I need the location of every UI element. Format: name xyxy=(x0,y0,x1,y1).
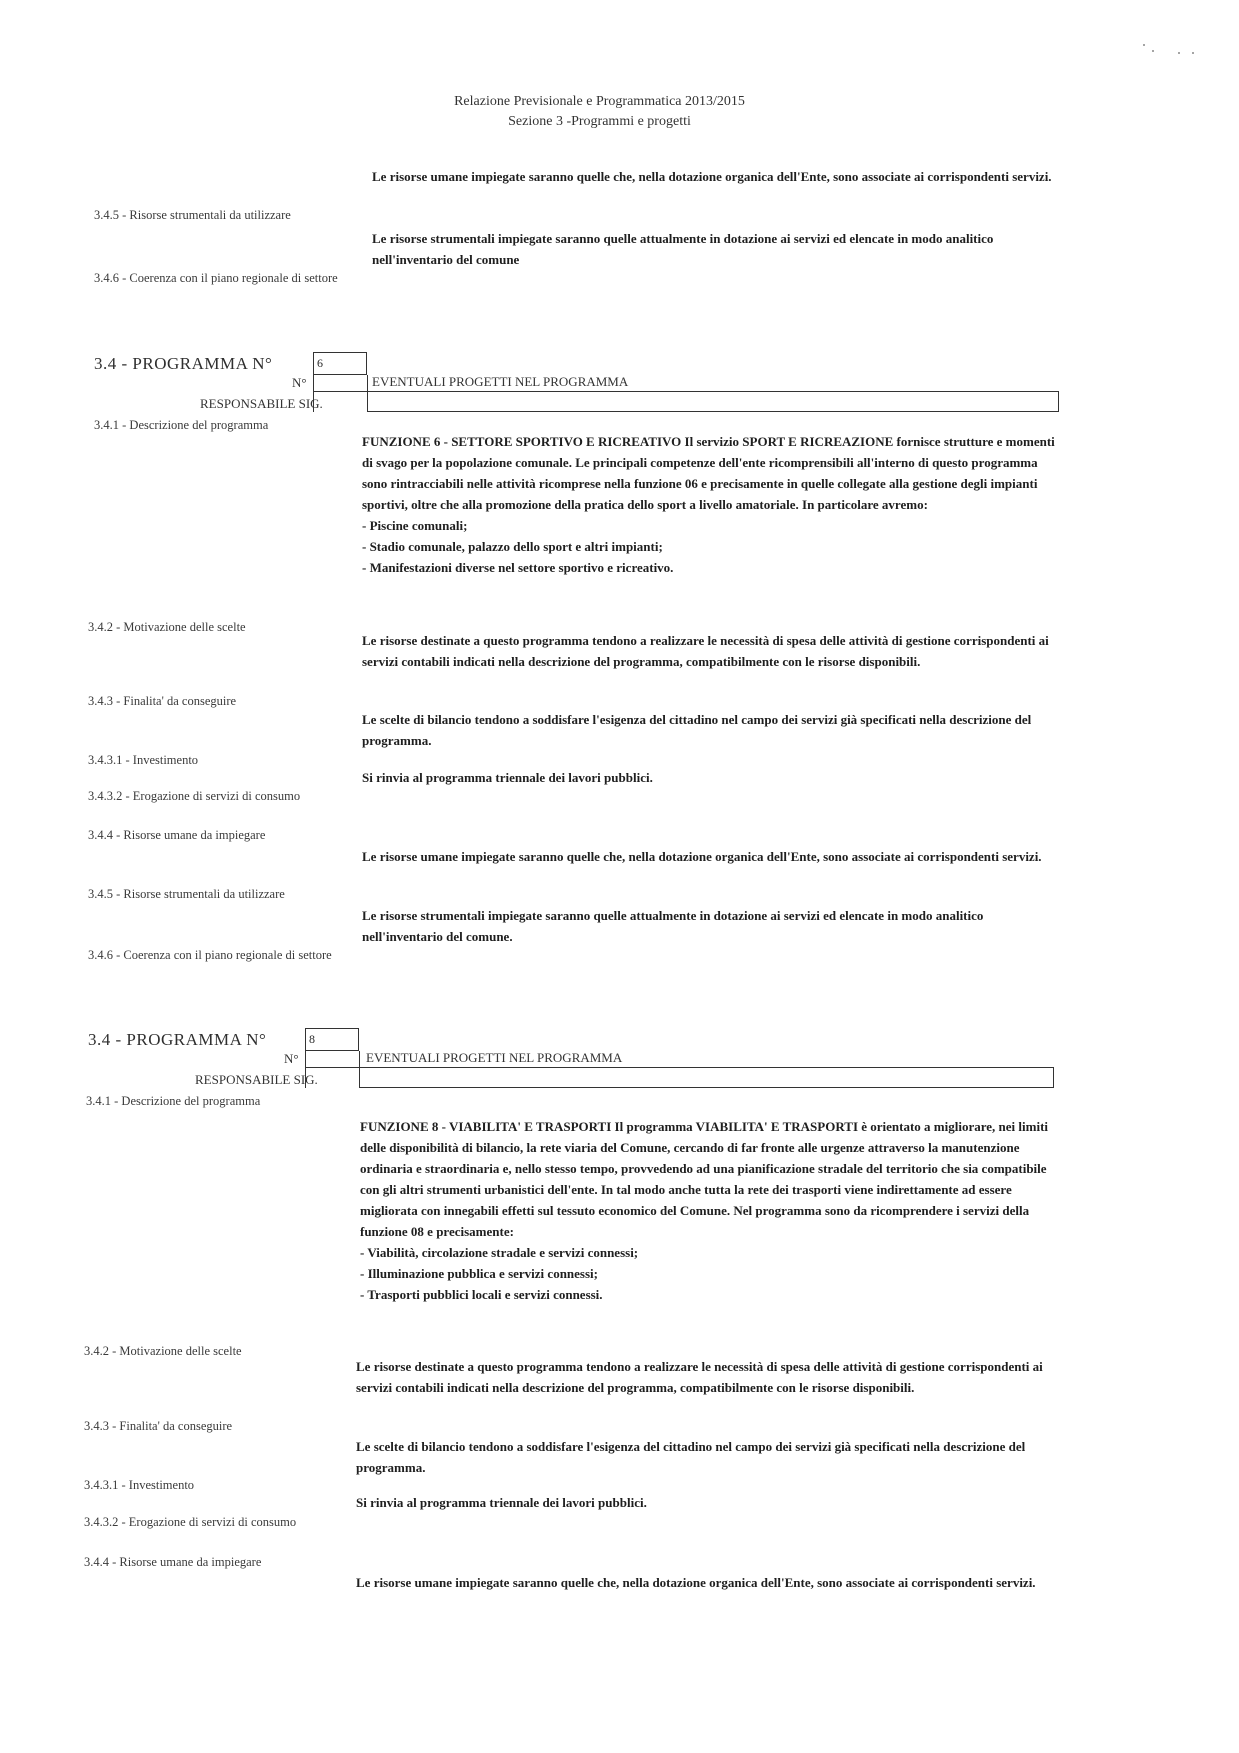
header-title: Relazione Previsionale e Programmatica 2013/2015 xyxy=(454,94,745,109)
program-6-label-342: 3.4.2 - Motivazione delle scelte xyxy=(88,620,246,634)
program-8-investimento: Si rinvia al programma triennale dei lavori pubblici. xyxy=(356,1495,647,1510)
program-8-progetti-label: EVENTUALI PROGETTI NEL PROGRAMMA xyxy=(366,1050,623,1065)
list-item: - Piscine comunali; xyxy=(362,518,468,533)
program-6-progetti-line xyxy=(313,391,1058,392)
program-6-progetti-label: EVENTUALI PROGETTI NEL PROGRAMMA xyxy=(372,374,629,389)
program-6-risorse-umane: Le risorse umane impiegate saranno quelle che, nella dotazione organica dell'Ente, sono associate ai corrispondenti servizi. xyxy=(362,849,1042,864)
program-8-number-box: 8 xyxy=(305,1028,359,1051)
list-item: - Stadio comunale, palazzo dello sport e altri impianti; xyxy=(362,539,663,554)
program-6-responsabile-label: RESPONSABILE SIG. xyxy=(200,396,323,411)
program-6-box-right-edge xyxy=(367,375,368,412)
top-risorse-strumentali-text: Le risorse strumentali impiegate saranno quelle attualmente in dotazione ai servizi ed elencate in modo analitico nell'inventario del comune xyxy=(372,231,994,267)
program-6-label-3431: 3.4.3.1 - Investimento xyxy=(88,753,199,767)
program-6-bullet-list xyxy=(362,515,1062,578)
program-8-label-344: 3.4.4 - Risorse umane da impiegare xyxy=(84,1555,262,1569)
program-6-label-341: 3.4.1 - Descrizione del programma xyxy=(94,418,269,432)
program-8-label-3432: 3.4.3.2 - Erogazione di servizi di consumo xyxy=(84,1515,297,1529)
scan-speck xyxy=(1192,52,1194,54)
list-item: - Illuminazione pubblica e servizi connessi; xyxy=(360,1266,598,1281)
program-6-n-label: N° xyxy=(292,375,307,390)
program-8-responsabile-line xyxy=(359,1087,1054,1088)
program-6-label-345: 3.4.5 - Risorse strumentali da utilizzare xyxy=(88,887,285,901)
program-8-risorse-umane: Le risorse umane impiegate saranno quelle che, nella dotazione organica dell'Ente, sono associate ai corrispondenti servizi. xyxy=(356,1575,1036,1590)
program-8-descrizione xyxy=(360,1116,1060,1305)
program-8-box-right-edge xyxy=(359,1051,360,1088)
scan-speck xyxy=(1143,44,1145,46)
list-item: - Viabilità, circolazione stradale e servizi connessi; xyxy=(360,1245,639,1260)
list-item: - Manifestazioni diverse nel settore sportivo e ricreativo. xyxy=(362,560,674,575)
program-6-label-344: 3.4.4 - Risorse umane da impiegare xyxy=(88,828,266,842)
program-6-risorse-strumentali: Le risorse strumentali impiegate saranno quelle attualmente in dotazione ai servizi ed elencate in modo analitico nell'inventario del comune. xyxy=(362,908,984,944)
top-label-346: 3.4.6 - Coerenza con il piano regionale di settore xyxy=(94,271,338,285)
program-6-descrizione-text: FUNZIONE 6 - SETTORE SPORTIVO E RICREATIVO Il servizio SPORT E RICREAZIONE fornisce strutture e momenti di svago per la popolazione comunale. Le principali competenze dell'ente ricomprensibili all'interno di questo programma sono rintracciabili nelle attività ricomprese nella funzione 06 e precisamente in quelle collegate alla gestione degli impianti sportivi, oltre che alla promozione della pratica dello sport a livello amatoriale. In particolare avremo: xyxy=(362,434,1055,512)
program-6-field-right-edge xyxy=(1058,391,1059,411)
program-8-title: 3.4 - PROGRAMMA N° xyxy=(88,1030,267,1049)
scan-speck xyxy=(1152,50,1154,52)
program-6-descrizione xyxy=(362,431,1062,578)
program-8-finalita: Le scelte di bilancio tendono a soddisfare l'esigenza del cittadino nel campo dei servizi già specificati nella descrizione del programma. xyxy=(356,1439,1026,1475)
list-item: - Trasporti pubblici locali e servizi connessi. xyxy=(360,1287,603,1302)
program-8-label-342: 3.4.2 - Motivazione delle scelte xyxy=(84,1344,242,1358)
top-label-345: 3.4.5 - Risorse strumentali da utilizzare xyxy=(94,208,291,222)
program-8-n-label: N° xyxy=(284,1051,299,1066)
header-subtitle: Sezione 3 -Programmi e progetti xyxy=(508,114,691,129)
program-6-finalita: Le scelte di bilancio tendono a soddisfare l'esigenza del cittadino nel campo dei servizi già specificati nella descrizione del programma. xyxy=(362,712,1032,748)
program-8-progetti-line xyxy=(305,1067,1053,1068)
program-6-title: 3.4 - PROGRAMMA N° xyxy=(94,354,273,373)
program-6-label-3432: 3.4.3.2 - Erogazione di servizi di consumo xyxy=(88,789,301,803)
program-6-label-343: 3.4.3 - Finalita' da conseguire xyxy=(88,694,237,708)
program-8-label-343: 3.4.3 - Finalita' da conseguire xyxy=(84,1419,233,1433)
program-6-label-346: 3.4.6 - Coerenza con il piano regionale di settore xyxy=(88,948,332,962)
program-6-number-box: 6 xyxy=(313,352,367,375)
program-8-field-right-edge xyxy=(1053,1067,1054,1087)
program-8-bullet-list xyxy=(360,1242,1060,1305)
program-6-investimento: Si rinvia al programma triennale dei lavori pubblici. xyxy=(362,770,653,785)
program-8-label-341: 3.4.1 - Descrizione del programma xyxy=(86,1094,261,1108)
program-8-descrizione-text: FUNZIONE 8 - VIABILITA' E TRASPORTI Il programma VIABILITA' E TRASPORTI è orientato a migliorare, nei limiti delle disponibilità di bilancio, la rete viaria del Comune, cercando di far fronte alle urgenze attraverso la manutenzione ordinaria e straordinaria e, nello stesso tempo, provvedendo ad una pianificazione stradale del territorio che sia compatibile con gli altri strumenti urbanistici dell'ente. In tal modo anche tutta la rete dei trasporti viene indirettamente ad essere migliorata con innegabili effetti sul tessuto economico del Comune. Nel programma sono da ricomprendere i servizi della funzione 08 e precisamente: xyxy=(360,1119,1049,1239)
top-risorse-umane-text: Le risorse umane impiegate saranno quelle che, nella dotazione organica dell'Ente, sono associate ai corrispondenti servizi. xyxy=(372,169,1052,184)
scan-speck xyxy=(1178,52,1180,54)
program-8-label-3431: 3.4.3.1 - Investimento xyxy=(84,1478,195,1492)
program-6-responsabile-line xyxy=(367,411,1059,412)
program-6-motivazione: Le risorse destinate a questo programma tendono a realizzare le necessità di spesa delle attività di gestione corrispondenti ai servizi contabili indicati nella descrizione del programma, compatibilmente con le risorse disponibili. xyxy=(362,633,1049,669)
program-8-responsabile-label: RESPONSABILE SIG. xyxy=(195,1072,318,1087)
program-8-motivazione: Le risorse destinate a questo programma tendono a realizzare le necessità di spesa delle attività di gestione corrispondenti ai servizi contabili indicati nella descrizione del programma, compatibilmente con le risorse disponibili. xyxy=(356,1359,1043,1395)
